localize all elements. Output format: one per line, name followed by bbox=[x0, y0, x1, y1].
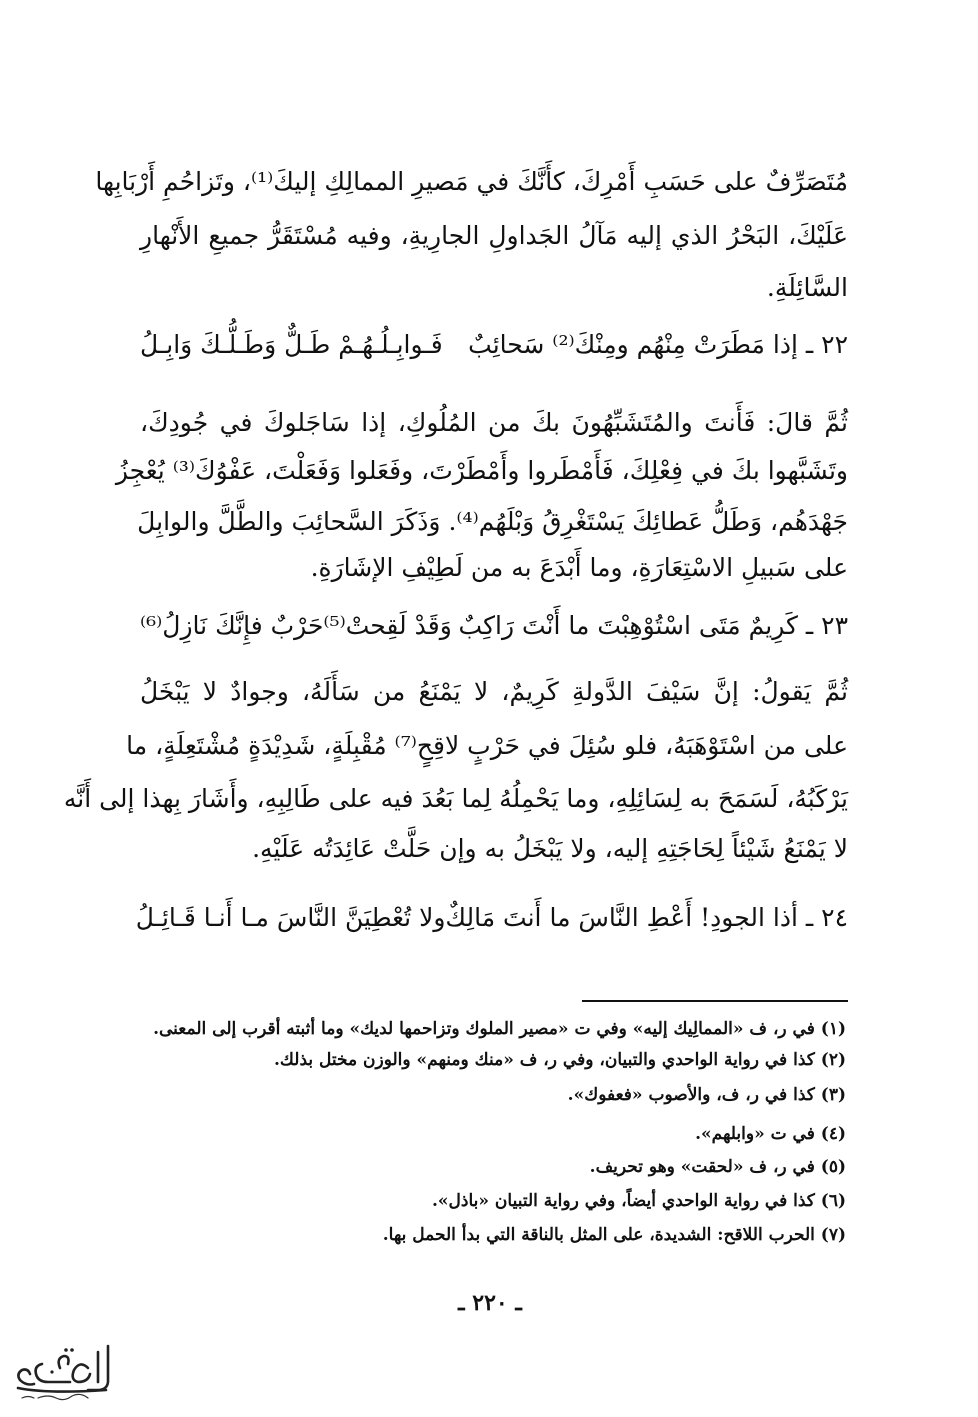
page-number: ـ ٢٢٠ ـ bbox=[458, 1290, 522, 1316]
verse-23-first-text: كَرِيمٌ مَتَى اسْتُوْهِبْتَ ما أَنْتَ رَاكِبٌ bbox=[458, 611, 798, 640]
commentary-22-line-2: وتَشَبَّهوا بكَ في فِعْلِكَ، فَأَمْطَروا وأَمْطَرْتَ، وفَعَلوا وَفَعَلْتَ، عَفْوُكَ⁽³⁾ يُعْجِزُ bbox=[115, 456, 848, 485]
commentary-22-line-3: جَهْدَهُم، وَطَلُّ عَطائِكَ يَسْتَغْرِقُ وَبْلَهُم⁽⁴⁾. وَذَكَرَ السَّحائِبَ والطَّلَّ والوابِلَ bbox=[137, 507, 848, 536]
verse-22-first-hemistich bbox=[468, 325, 848, 365]
footnote-1: (١) في ر، ف «الممالِيك إليه» وفي ت «مصير الملوك وتزاحمها لديك» وما أثبته أقرب إلى المعنى. bbox=[153, 1019, 846, 1039]
verse-22-first-text: إذا مَطَرَتْ مِنْهُم ومِنْكَ⁽²⁾ سَحائِبٌ bbox=[468, 330, 798, 359]
verse-23-first-hemistich bbox=[459, 606, 848, 646]
commentary-23-line-1: ثُمَّ يَقولُ: إنَّ سَيْفَ الدَّولةِ كَرِيمٌ، لا يَمْنَعُ من سَأَلَهُ، وجوادٌ لا يَبْخَلُ bbox=[140, 677, 848, 706]
calligraphy-stamp-graphic bbox=[8, 1338, 118, 1404]
footnote-6: (٦) كذا في رواية الواحدي أيضاً، وفي رواية التبيان «باذل». bbox=[432, 1191, 846, 1211]
footnote-7: (٧) الحرب اللاقح: الشديدة، على المثل بالناقة التي بدأ الحمل بها. bbox=[382, 1225, 846, 1245]
commentary-23-line-4: لا يَمْنَعُ شَيْئاً لِحَاجَتِهِ إليه، ولا يَبْخَلُ به وإن حَلَّتْ عَائِدَتُه عَلَيْهِ. bbox=[252, 834, 848, 863]
verse-24-first-text: أذا الجودِ! أَعْطِ النَّاسَ ما أَنتَ مَالِكٌ bbox=[445, 903, 798, 932]
calligraphy-stamp bbox=[8, 1338, 118, 1404]
commentary-22-line-4: على سَبيلِ الاسْتِعَارَةِ، وما أَبْدَعَ به من لَطِيْفِ الإشَارَةِ. bbox=[310, 553, 848, 582]
footnote-separator bbox=[582, 1000, 848, 1002]
footnote-5: (٥) في ر، ف «لحقت» وهو تحريف. bbox=[589, 1157, 846, 1177]
commentary-23-line-3: يَرْكَبُهُ، لَسَمَحَ به لِسَائِلِهِ، وما يَحْمِلُهُ لِما بَعُدَ فيه على طَالِبِهِ، وأَشَارَ بِهذا إلى أَنَّه bbox=[63, 784, 848, 813]
verse-23 bbox=[140, 606, 848, 646]
verse-23-second-hemistich: وَقَدْ لَقِحتْ⁽⁵⁾حَرْبٌ فإِنَّكَ نَازِلُ⁽⁶⁾ bbox=[140, 611, 452, 640]
verse-24-first-hemistich bbox=[445, 898, 848, 938]
commentary-23-line-2: على من اسْتَوْهَبَهُ، فلو سُئِلَ في حَرْبٍ لاقِحٍ⁽⁷⁾ مُقْبِلَةٍ، شَدِيْدَةٍ مُشْتَعِلَةٍ، ما bbox=[126, 731, 848, 760]
body-line-2: عَلَيْكَ، البَحْرُ الذي إليه مَآلُ الجَداولِ الجارِيةِ، وفيه مُسْتَقَرُّ جميعِ الأَنْهارِ bbox=[140, 221, 848, 250]
verse-23-number: ٢٣ ـ bbox=[805, 611, 848, 640]
verse-24-number: ٢٤ ـ bbox=[805, 903, 848, 932]
footnote-2: (٢) كذا في رواية الواحدي والتبيان، وفي ر، ف «منك ومنهم» والوزن مختل بذلك. bbox=[274, 1050, 846, 1070]
verse-22-second-hemistich: فَـوابِـلُـهُـمْ طَـلٌّ وَطَـلُّـكَ وَابِـلُ bbox=[140, 330, 443, 359]
verse-24-second-hemistich: ولا تُعْطِيَنَّ النَّاسَ مـا أَنـا قَـائِـلُ bbox=[135, 903, 446, 932]
verse-22 bbox=[140, 325, 848, 365]
body-line-3: السَّائِلَةِ. bbox=[766, 273, 848, 302]
verse-24 bbox=[135, 898, 848, 938]
footnote-4: (٤) في ت «وابلهم». bbox=[695, 1124, 846, 1144]
body-line-1: مُتَصَرِّفٌ على حَسَبِ أَمْرِكَ، كأَنَّكَ في مَصيرِ الممالِكِ إليكَ⁽¹⁾، وتَزاحُمِ أَرْبَابِها bbox=[95, 167, 848, 196]
verse-22-number: ٢٢ ـ bbox=[805, 330, 848, 359]
footnote-3: (٣) كذا في ر، ف، والأصوب «فعفوك». bbox=[567, 1085, 846, 1105]
commentary-22-line-1: ثُمَّ قالَ: فَأَنتَ والمُتَشَبِّهُونَ بكَ من المُلُوكِ، إذا سَاجَلوكَ في جُودِكَ، bbox=[140, 408, 848, 437]
